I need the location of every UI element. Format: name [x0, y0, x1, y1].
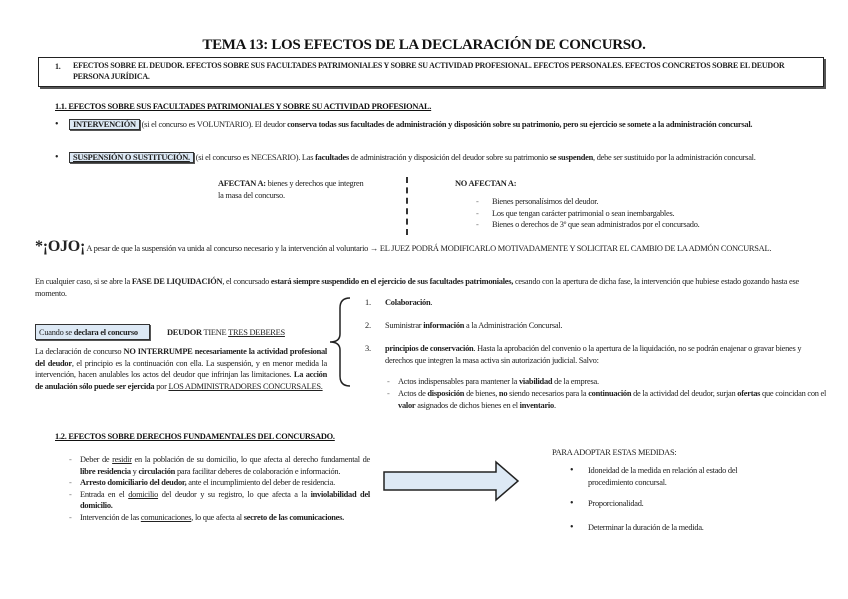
text-run: DEUDOR — [167, 328, 202, 337]
text-run: , lo que afecta al — [191, 512, 244, 522]
text-run: AFECTAN A: — [218, 179, 266, 188]
medidas-title: PARA ADOPTAR ESTAS MEDIDAS: — [552, 448, 677, 457]
text-run: a la Administración Concursal. — [464, 321, 563, 330]
dashed-divider — [406, 177, 408, 235]
text-run: domicilio — [128, 489, 159, 499]
text-run: viabilidad — [518, 377, 553, 386]
text-run: que coincidan con el — [760, 389, 827, 398]
afectan-text — [218, 178, 368, 201]
list-item: - Bienes o derechos de 3º que sean administrados por el concursado. — [476, 220, 700, 229]
text-run: LOS ADMINISTRADORES CONCURSALES. — [168, 381, 323, 391]
text-run: de administración y disposición del deudor sobre su patrimonio — [348, 153, 550, 162]
list-item: - Entrada en el domicilio del deudor y su registro, lo que afecta a la inviolabilidad del domicilio. — [69, 489, 371, 510]
text-run: . — [553, 400, 556, 410]
text-run: se suspenden — [549, 153, 594, 162]
bullet-suspension: • SUSPENSIÓN O SUSTITUCIÓN. (si el concurso es NECESARIO). Las facultades de administración y disposición del deudor sobre su patrimonio se suspenden, debe ser sustituido por la administración concursal. — [55, 152, 825, 164]
text-run: del deudor y su registro, lo que afecta a la — [158, 489, 311, 499]
text-run: Actos indispensables para mantener la — [398, 377, 519, 386]
list-item: - Deber de residir en la población de su domicilio, lo que afecta al derecho fundamental de libre residencia y circulación para facilitar deberes de colaboración e información. — [69, 455, 370, 476]
text-run: asignados de dichos bienes en el — [415, 400, 520, 410]
list-item: • Idoneidad de la medida en relación al estado del procedimiento concursal. — [570, 465, 738, 487]
bullet-intervencion: • INTERVENCIÓN (si el concurso es VOLUNTARIO). El deudor conserva todas sus facultades de administración y disposición sobre su patrimonio, pero su ejercicio se somete a la administración concursal. — [55, 119, 825, 131]
text-run: residir — [112, 455, 132, 464]
text-run: de bienes, — [464, 389, 499, 398]
bullet-intervencion-text — [69, 119, 825, 131]
text-run: continuación — [588, 389, 632, 398]
text-run: valor — [398, 400, 416, 410]
text-run: ofertas — [737, 389, 761, 398]
salvo-2: - Actos de disposición de bienes, no siendo necesarios para la continuación de la actividad del deudor, surjan ofertas que coincidan con el valor asignados de dichos bienes en el inventario. — [387, 389, 827, 410]
list-item: - Los que tengan carácter patrimonial o sean inembargables. — [476, 208, 675, 218]
text-run: no — [498, 389, 508, 398]
text-run: y — [130, 466, 139, 476]
text-run: de la empresa. — [552, 377, 599, 386]
section-1-title: EFECTOS SOBRE EL DEUDOR. EFECTOS SOBRE SUS FACULTADES PATRIMONIALES Y SOBRE SU ACTIVIDAD PROFESIONAL. EFECTOS PERSONALES. EFECTOS CONCRETOS SOBRE EL DEUDOR PERSONA JURÍDICA. — [73, 61, 785, 81]
text-run: Intervención de las — [80, 512, 141, 522]
text-run: (si el concurso es VOLUNTARIO). El deudor — [139, 120, 288, 129]
text-run: Colaboración — [385, 298, 431, 307]
highlight-box: SUSPENSIÓN O SUSTITUCIÓN. — [69, 152, 194, 163]
medidas-list — [570, 465, 770, 533]
text-run: , el concursado — [222, 277, 271, 286]
text-run: Entrada en el — [80, 489, 129, 499]
bullet-suspension-text — [69, 152, 825, 164]
text-run: Cuando se — [39, 328, 74, 337]
text-run: La acción de anulación sólo puede ser ejercida — [35, 370, 327, 391]
text-run: (si el concurso es NECESARIO). Las — [193, 153, 316, 162]
text-run: Arresto domiciliario del deudor, — [80, 478, 187, 487]
section-1-box — [38, 57, 824, 87]
deberes-1: 1. Colaboración. — [365, 298, 433, 307]
list-item: - Arresto domiciliario del deudor, ante el incumplimiento del deber de residencia. — [69, 478, 335, 487]
derechos-list — [69, 454, 371, 523]
text-run: . — [430, 298, 433, 307]
cuando-box — [35, 324, 150, 340]
text-run: , debe ser sustituido por la administración concursal. — [593, 153, 756, 162]
text-run: declara el concurso — [73, 328, 138, 337]
text-run: de la actividad del deudor, surjan — [631, 389, 738, 398]
text-run: FASE DE LIQUIDACIÓN — [131, 277, 223, 286]
ojo-note — [35, 240, 825, 256]
text-run: cesando con la apertura de dicha fase, la intervención que hubiese estado gozando hasta ese momento. — [35, 277, 799, 298]
text-run: ante el incumplimiento del deber de residencia. — [186, 478, 335, 487]
text-run: información — [423, 321, 465, 330]
deberes-2: 2. Suministrar información a la Administración Concursal. — [365, 321, 563, 330]
deudor-tres-deberes — [167, 327, 285, 339]
text-run: NO INTERRUMPE necesariamente la actividad profesional del deudor — [35, 347, 328, 368]
text-run: facultades — [315, 153, 349, 162]
text-run: conserva todas sus facultades de administración y disposición sobre su patrimonio, pero su ejercicio se somete a la administración concursal. — [287, 120, 753, 129]
list-item: - Bienes personalísimos del deudor. — [476, 197, 599, 206]
salvo-1: - Actos indispensables para mantener la viabilidad de la empresa. — [387, 377, 599, 386]
list-item: • Determinar la duración de la medida. — [570, 521, 704, 533]
deberes-3: 3. principios de conservación. Hasta la aprobación del convenio o la apertura de la liquidación, no se podrán enajenar o gravar bienes y derechos que integren la masa activa sin autorización judicial. Salvo: — [365, 344, 802, 365]
text-run: secreto de las comunicaciones. — [243, 512, 344, 522]
page-title: TEMA 13: LOS EFECTOS DE LA DECLARACIÓN DE CONCURSO. — [202, 37, 646, 53]
no-afectan-title: NO AFECTAN A: — [455, 179, 517, 188]
declaracion-paragraph — [35, 346, 327, 392]
list-item: • Proporcionalidad. — [570, 498, 644, 509]
text-run: TIENE — [201, 328, 229, 337]
text-run: Suministrar — [385, 321, 424, 330]
arrow-right-icon — [382, 460, 522, 502]
text-run: siendo necesarios para la — [507, 389, 589, 398]
section-1-2-heading: 1.2. EFECTOS SOBRE DERECHOS FUNDAMENTALES DEL CONCURSADO. — [55, 432, 335, 441]
list-item: - Intervención de las comunicaciones, lo que afecta al secreto de las comunicaciones. — [69, 512, 344, 522]
no-afectan-list — [476, 196, 812, 231]
section-1-number: 1. — [55, 62, 61, 71]
text-run: La declaración de concurso — [35, 347, 124, 356]
text-run: Actos de — [398, 389, 428, 398]
text-run: circulación — [138, 466, 176, 476]
text-run: TRES DEBERES — [228, 328, 285, 337]
text-run: inventario — [519, 400, 554, 410]
text-run: inviolabilidad del domicilio. — [80, 489, 371, 510]
text-run: Deber de — [80, 455, 113, 464]
text-run: *¡OJO¡ — [35, 238, 86, 255]
text-run: libre residencia — [80, 466, 131, 476]
curly-brace-icon — [328, 296, 352, 388]
text-run: principios de conservación — [385, 344, 474, 353]
text-run: bienes y derechos que integren la masa del concurso. — [218, 179, 364, 200]
text-run: para facilitar deberes de colaboración e información. — [175, 466, 341, 476]
text-run: A pesar de que la suspensión va unida al concurso necesario y la intervención al voluntario → EL JUEZ PODRÁ MODIFICARLO MOTIVADAMENTE Y SOLICITAR EL CAMBIO DE LA ADMÓN CONCURSAL. — [85, 244, 772, 253]
text-run: en la población de su domicilio, lo que afecta al derecho fundamental de — [131, 455, 370, 464]
text-run: estará siempre suspendido en el ejercicio de sus facultades patrimoniales, — [270, 277, 514, 286]
highlight-box: INTERVENCIÓN — [69, 119, 140, 130]
section-1-1-heading: 1.1. EFECTOS SOBRE SUS FACULTADES PATRIMONIALES Y SOBRE SU ACTIVIDAD PROFESIONAL. — [55, 102, 432, 111]
text-run: , el principio es la continuación con ella. La suspensión, y en menor medida la intervención, hacen anulables los actos del deudor que infrinjan las limitaciones. — [35, 358, 327, 379]
text-run: En cualquier caso, si se abre la — [35, 277, 132, 286]
text-run: por — [154, 381, 169, 391]
text-run: disposición — [427, 389, 465, 398]
liquidacion-paragraph — [35, 276, 825, 299]
text-run: comunicaciones — [140, 512, 192, 522]
text-run: . Hasta la aprobación del convenio o la apertura de la liquidación, no se podrán enajenar o gravar bienes y derechos que integren la masa activa sin autorización judicial. Salvo: — [385, 344, 802, 365]
